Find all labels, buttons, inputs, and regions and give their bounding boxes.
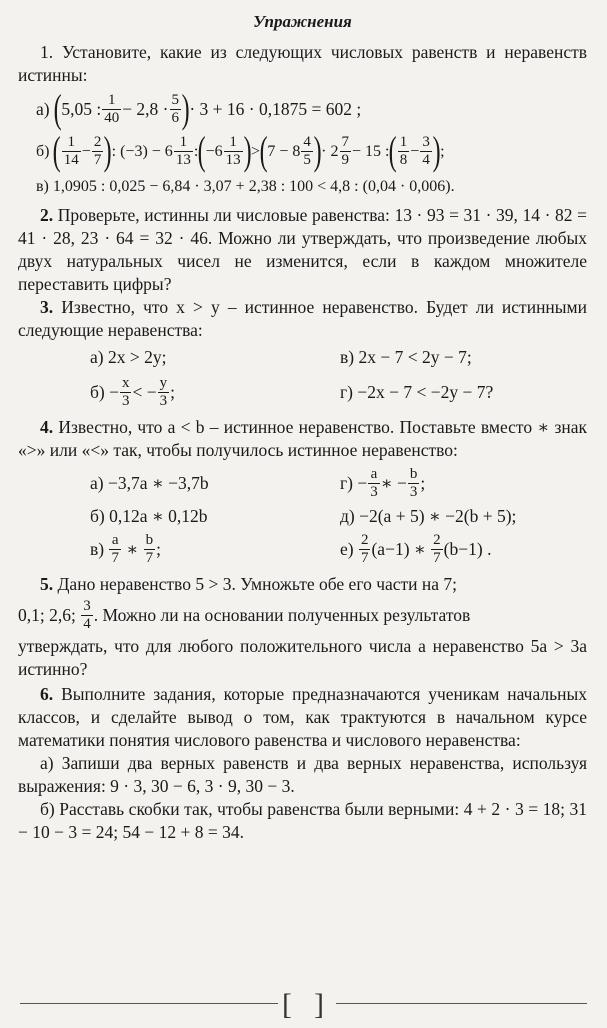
exercise-4g-part: ;	[420, 473, 426, 493]
exercise-4-number: 4.	[40, 417, 54, 437]
exercise-1b-part: :	[193, 142, 199, 160]
exercise-1b-part: −	[81, 142, 91, 160]
exercise-1b-part: −6	[205, 142, 223, 160]
page-title: Упражнения	[253, 12, 352, 31]
exercise-4e-label: е)	[340, 539, 354, 559]
exercise-5-line2	[18, 598, 587, 633]
exercise-6b: б) Расставь скобки так, чтобы равенства были верными: 4 + 2 · 3 = 18; 31 − 10 − 3 = 24; 54 − 12 + 8 = 34.	[18, 799, 587, 842]
exercise-1-number: 1.	[40, 42, 54, 62]
exercise-5-line3: утверждать, что для любого положительного числа a неравенство 5a > 3a истинно?	[18, 636, 587, 679]
exercise-3a: а) 2x > 2y;	[90, 347, 167, 367]
exercise-1c: в) 1,0905 : 0,025 − 6,84 · 3,07 + 2,38 : 100 < 4,8 : (0,04 · 0,006).	[36, 178, 455, 195]
fraction: $\frac{y}{3}$	[159, 375, 168, 409]
exercise-4g-part: ∗ −	[380, 473, 407, 493]
fraction: 1 14	[63, 133, 79, 168]
fraction: 1 40	[104, 91, 120, 126]
exercise-4d: д) −2(a + 5) ∗ −2(b + 5);	[340, 506, 517, 526]
exercise-5-number: 5.	[40, 574, 54, 594]
exercise-2-number: 2.	[40, 205, 54, 225]
exercise-3b-part: < −	[132, 382, 157, 402]
exercise-3b-label: б) −	[90, 382, 119, 402]
exercise-3-items	[18, 346, 587, 410]
exercise-1b-part: ;	[440, 142, 445, 160]
exercise-1a: а) ( 5,05 : 1 40 − 2,8 · 5 6 ) · 3 + 16 · 0,1875 = 602 ;	[36, 86, 362, 131]
fraction: $\frac{2}{7}$	[93, 133, 102, 168]
exercise-3g: г) −2x − 7 < −2y − 7?	[340, 382, 494, 402]
exercise-1b-part: : (−3) − 6	[111, 142, 173, 160]
exercise-1-text	[18, 41, 587, 87]
exercise-6-body: Выполните задания, которые предназначаются ученикам начальных классов, и сделайте вывод о том, как трактуются в начальном курсе математики понятия числового равенства и числового неравенства:	[18, 684, 587, 750]
exercise-1b-label: б)	[36, 142, 50, 160]
exercise-1a-label: а)	[36, 98, 50, 119]
exercise-4-items	[18, 466, 587, 567]
exercise-3-text	[18, 296, 587, 342]
exercise-1a-part: 5,05 :	[61, 98, 102, 119]
fraction: $\frac{b}{3}$	[409, 466, 418, 500]
exercise-4e-part: (b−1) .	[443, 539, 492, 559]
exercise-1b-part: · 2	[321, 142, 339, 160]
exercise-5-line1	[18, 573, 587, 596]
exercise-1a-part: · 3 + 16 · 0,1875 = 602 ;	[189, 98, 362, 119]
exercise-4v	[90, 532, 340, 567]
fraction: 1 8	[399, 133, 408, 168]
exercise-5-continue: . Можно ли на основании полученных результатов	[93, 605, 471, 625]
exercise-3-body: Известно, что x > y – истинное неравенство. Будет ли истинными следующие неравенства:	[18, 297, 587, 340]
footer-line-left	[20, 1003, 278, 1004]
fraction: 1 13	[225, 133, 241, 168]
exercise-1-body: Установите, какие из следующих числовых равенств и неравенств истинны:	[18, 42, 587, 85]
exercise-4v-part: ∗	[126, 539, 139, 559]
exercise-4g-label: г) −	[340, 473, 368, 493]
fraction: 5 6	[171, 91, 180, 126]
fraction: 7 9	[341, 133, 349, 168]
exercise-6-text	[18, 683, 587, 752]
exercise-4-text	[18, 416, 587, 462]
footer-bracket-right-icon: ]	[314, 988, 324, 1021]
exercise-4a: а) −3,7a ∗ −3,7b	[90, 473, 209, 493]
exercise-6-number: 6.	[40, 684, 54, 704]
exercise-3v: в) 2x − 7 < 2y − 7;	[340, 347, 472, 367]
exercise-6a: а) Запиши два верных равенств и два верных неравенства, используя выражения: 9 · 3, 30 − 6, 3 · 9, 30 − 3.	[18, 753, 587, 796]
exercise-4e-part: (a−1) ∗	[371, 539, 426, 559]
fraction: 4 5	[303, 133, 311, 168]
exercise-5-values: 0,1; 2,6;	[18, 605, 76, 625]
exercise-4b: б) 0,12a ∗ 0,12b	[90, 506, 208, 526]
exercise-4-body: Известно, что a < b – истинное неравенство. Поставьте вместо ∗ знак «>» или «<» так, чтобы получилось истинное неравенство:	[18, 417, 587, 460]
exercise-1b-part: −	[410, 142, 420, 160]
exercise-2-text	[18, 204, 587, 296]
page-footer-ornament	[0, 988, 607, 1021]
footer-bracket-left-icon: [	[282, 988, 292, 1021]
fraction: $\frac{a}{3}$	[370, 466, 378, 500]
footer-line-right	[336, 1003, 587, 1004]
fraction: $\frac{x}{3}$	[121, 375, 130, 409]
fraction: $\frac{3}{4}$	[422, 133, 430, 168]
fraction: 2 7	[360, 532, 369, 566]
exercise-4e	[340, 532, 587, 567]
exercise-2-body: Проверьте, истинны ли числовые равенства: 13 · 93 = 31 · 39, 14 · 82 = 41 · 28, 23 · 64 = 32 · 46. Можно ли утверждать, что произведение любых двух натуральных чисел не изменится, если в каждом множителе переставить цифры?	[18, 205, 588, 294]
fraction: b 7	[145, 532, 154, 566]
exercise-3b	[90, 375, 340, 410]
exercise-1b-part: 7 − 8	[267, 142, 301, 160]
exercise-1b-part: >	[250, 142, 260, 160]
exercise-3b-part: ;	[170, 382, 175, 402]
exercise-1a-part: − 2,8 ·	[122, 98, 169, 119]
fraction: 3 4	[83, 598, 91, 632]
fraction: 1 13	[175, 133, 191, 168]
exercise-4g	[340, 466, 587, 501]
exercise-4v-label: в)	[90, 539, 105, 559]
exercise-5-body: Дано неравенство 5 > 3. Умножьте обе его части на 7;	[57, 574, 458, 594]
exercise-4v-part: ;	[156, 539, 161, 559]
exercise-1b: б) ( 1 14 − $\frac{2}{7}$ ) : (−3) − 6 1 13 : ( −6 1 13 ) > ( 7 − 8 4 5 ) · 2 7 9 − 15 : ( 1 8 − $\frac{3}{4}$ ) ;	[36, 128, 445, 173]
fraction: a 7	[111, 532, 119, 566]
fraction: 2 7	[433, 532, 441, 566]
exercise-3-number: 3.	[40, 297, 54, 317]
exercise-1b-part: − 15 :	[352, 142, 390, 160]
